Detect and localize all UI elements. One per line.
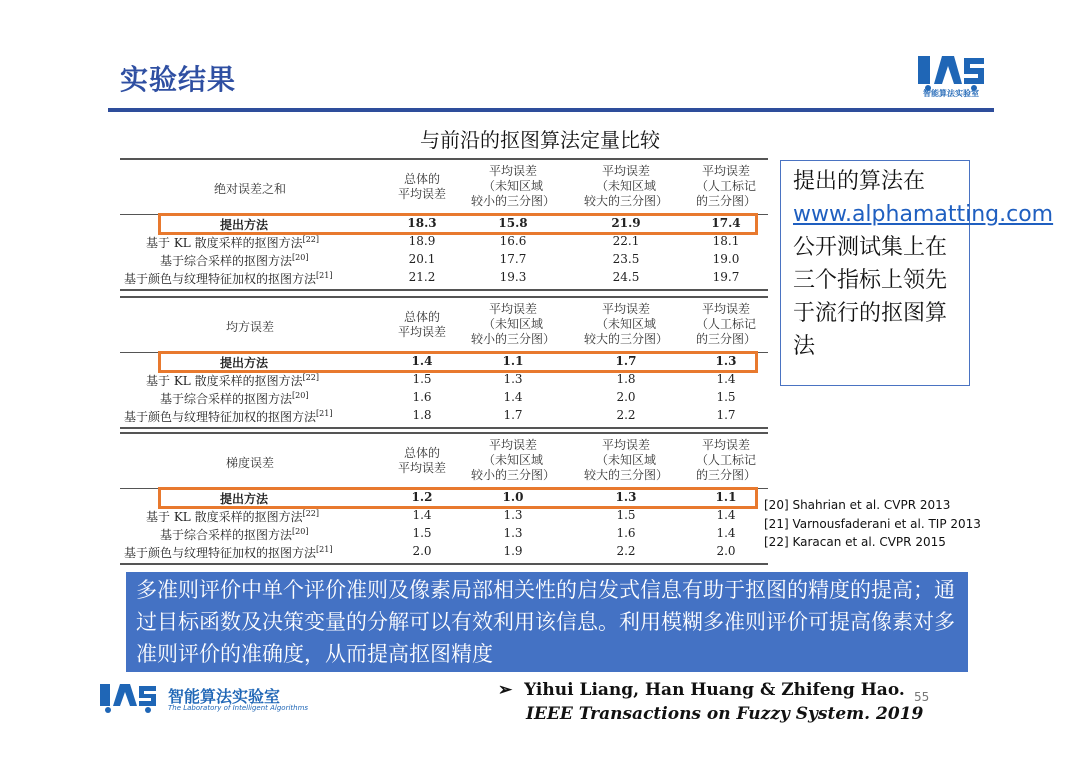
table-cell: 1.8 <box>616 372 636 386</box>
citation-journal: IEEE Transactions on Fuzzy System. 2019 <box>526 704 924 724</box>
table-cell: 1.4 <box>503 390 523 404</box>
table-caption: 与前沿的抠图算法定量比较 <box>420 128 660 152</box>
table-cell: 23.5 <box>612 252 640 266</box>
method-label: 提出方法 <box>220 218 269 232</box>
reference-item: [20] Shahrian et al. CVPR 2013 <box>764 498 951 512</box>
column-header: 平均误差 （未知区域 较大的三分图） <box>583 164 668 208</box>
method-label: 基于 KL 散度采样的抠图方法[22] <box>146 373 319 388</box>
table-cell: 1.3 <box>503 526 523 540</box>
citation-authors <box>498 680 905 700</box>
table-bottom-rule <box>120 289 768 291</box>
table-cell: 1.4 <box>411 354 433 368</box>
proposed-method-highlight <box>158 487 758 509</box>
table-cell: 1.4 <box>716 372 736 386</box>
method-label: 提出方法 <box>220 356 269 370</box>
table-cell: 17.4 <box>711 216 741 230</box>
column-header: 总体的 平均误差 <box>397 446 446 475</box>
method-label: 基于 KL 散度采样的抠图方法[22] <box>146 235 319 250</box>
result-note <box>780 160 1054 386</box>
method-label: 基于颜色与纹理特征加权的抠图方法[21] <box>124 545 333 560</box>
metric-header: 梯度误差 <box>225 456 274 470</box>
table-cell: 1.2 <box>411 490 433 504</box>
column-header: 总体的 平均误差 <box>397 310 446 339</box>
table-cell: 1.5 <box>412 372 432 386</box>
method-label: 提出方法 <box>220 492 269 506</box>
table-cell: 1.9 <box>503 544 523 558</box>
table-cell: 17.7 <box>499 252 527 266</box>
column-header: 平均误差 （人工标记 的三分图） <box>695 438 756 482</box>
comparison-table <box>120 296 768 428</box>
table-cell: 1.6 <box>616 526 636 540</box>
table-cell: 2.2 <box>616 408 636 422</box>
proposed-method-highlight <box>158 351 758 373</box>
table-cell: 18.3 <box>407 216 437 230</box>
reference-list <box>764 496 981 552</box>
method-label: 基于 KL 散度采样的抠图方法[22] <box>146 509 319 524</box>
table-top-rule <box>120 432 768 434</box>
table-cell: 1.5 <box>412 526 432 540</box>
metric-header: 均方误差 <box>225 320 274 334</box>
column-header: 平均误差 （未知区域 较大的三分图） <box>583 302 668 346</box>
table-cell: 20.1 <box>408 252 436 266</box>
slide-title: 实验结果 <box>120 63 237 96</box>
table-cell: 1.1 <box>502 354 524 368</box>
method-label: 基于综合采样的抠图方法[20] <box>160 391 309 406</box>
table-top-rule <box>120 158 768 160</box>
page-number: 55 <box>914 690 930 704</box>
table-cell: 1.3 <box>715 354 737 368</box>
column-header: 平均误差 （人工标记 的三分图） <box>695 164 756 208</box>
table-cell: 2.0 <box>412 544 432 558</box>
table-top-rule <box>120 296 768 298</box>
table-bottom-rule <box>120 427 768 429</box>
table-bottom-rule <box>120 563 768 565</box>
table-cell: 1.8 <box>412 408 432 422</box>
table-cell: 2.0 <box>616 390 636 404</box>
comparison-table <box>120 158 768 290</box>
column-header: 平均误差 （未知区域 较大的三分图） <box>583 438 668 482</box>
table-cell: 2.2 <box>616 544 636 558</box>
column-header: 平均误差 （人工标记 的三分图） <box>695 302 756 346</box>
table-cell: 15.8 <box>498 216 528 230</box>
reference-item: [22] Karacan et al. CVPR 2015 <box>764 535 946 549</box>
column-header: 平均误差 （未知区域 较小的三分图） <box>470 438 555 482</box>
table-cell: 16.6 <box>499 234 527 248</box>
footer-lab-subtitle: The Laboratory of Intelligent Algorithms <box>168 704 309 712</box>
comparison-table <box>120 432 768 564</box>
table-cell: 1.4 <box>716 508 736 522</box>
table-cell: 21.9 <box>611 216 641 230</box>
alphamatting-link[interactable]: www.alphamatting.com <box>793 202 1054 227</box>
table-cell: 1.7 <box>716 408 736 422</box>
conclusion-box: 多准则评价中单个评价准则及像素局部相关性的启发式信息有助于抠图的精度的提高；通过目标函数及决策变量的分解可以有效利用该信息。利用模糊多准则评价可提高像素对多准则评价的准确度，从而提高抠图精度 <box>126 572 968 672</box>
table-cell: 1.1 <box>715 490 737 504</box>
table-cell: 19.3 <box>499 270 527 284</box>
citation-authors-text: Yihui Liang, Han Huang & Zhifeng Hao. <box>524 680 905 700</box>
lab-logo-small-icon <box>98 680 158 716</box>
proposed-method-highlight <box>158 213 758 235</box>
table-cell: 1.0 <box>502 490 524 504</box>
method-label: 基于颜色与纹理特征加权的抠图方法[21] <box>124 409 333 424</box>
bullet-arrow-icon: ➢ <box>498 680 513 700</box>
reference-item: [21] Varnousfaderani et al. TIP 2013 <box>764 516 981 531</box>
note-text-before: 提出的算法在 <box>793 169 926 194</box>
table-cell: 1.3 <box>503 372 523 386</box>
table-cell: 1.4 <box>412 508 432 522</box>
table-cell: 18.1 <box>712 234 740 248</box>
table-cell: 1.5 <box>716 390 736 404</box>
metric-header: 绝对误差之和 <box>213 182 286 196</box>
table-cell: 1.7 <box>615 354 637 368</box>
table-cell: 2.0 <box>716 544 736 558</box>
footer-lab-name: 智能算法实验室 <box>168 687 281 706</box>
column-header: 平均误差 （未知区域 较小的三分图） <box>470 302 555 346</box>
table-cell: 1.6 <box>412 390 432 404</box>
title-divider <box>108 108 994 112</box>
table-cell: 18.9 <box>408 234 436 248</box>
table-cell: 24.5 <box>612 270 640 284</box>
table-cell: 19.0 <box>712 252 740 266</box>
table-cell: 19.7 <box>712 270 740 284</box>
table-cell: 1.3 <box>503 508 523 522</box>
table-cell: 1.5 <box>616 508 636 522</box>
table-cell: 22.1 <box>612 234 640 248</box>
method-label: 基于颜色与纹理特征加权的抠图方法[21] <box>124 271 333 286</box>
note-text-after: 公开测试集上在三个指标上领先于流行的抠图算法 <box>793 235 948 359</box>
table-cell: 1.3 <box>615 490 637 504</box>
lab-logo-text: 智能算法实验室 <box>923 89 979 98</box>
method-label: 基于综合采样的抠图方法[20] <box>160 527 309 542</box>
column-header: 总体的 平均误差 <box>397 172 446 201</box>
column-header: 平均误差 （未知区域 较小的三分图） <box>470 164 555 208</box>
method-label: 基于综合采样的抠图方法[20] <box>160 253 309 268</box>
table-cell: 1.4 <box>716 526 736 540</box>
table-cell: 1.7 <box>503 408 523 422</box>
table-cell: 21.2 <box>408 270 436 284</box>
